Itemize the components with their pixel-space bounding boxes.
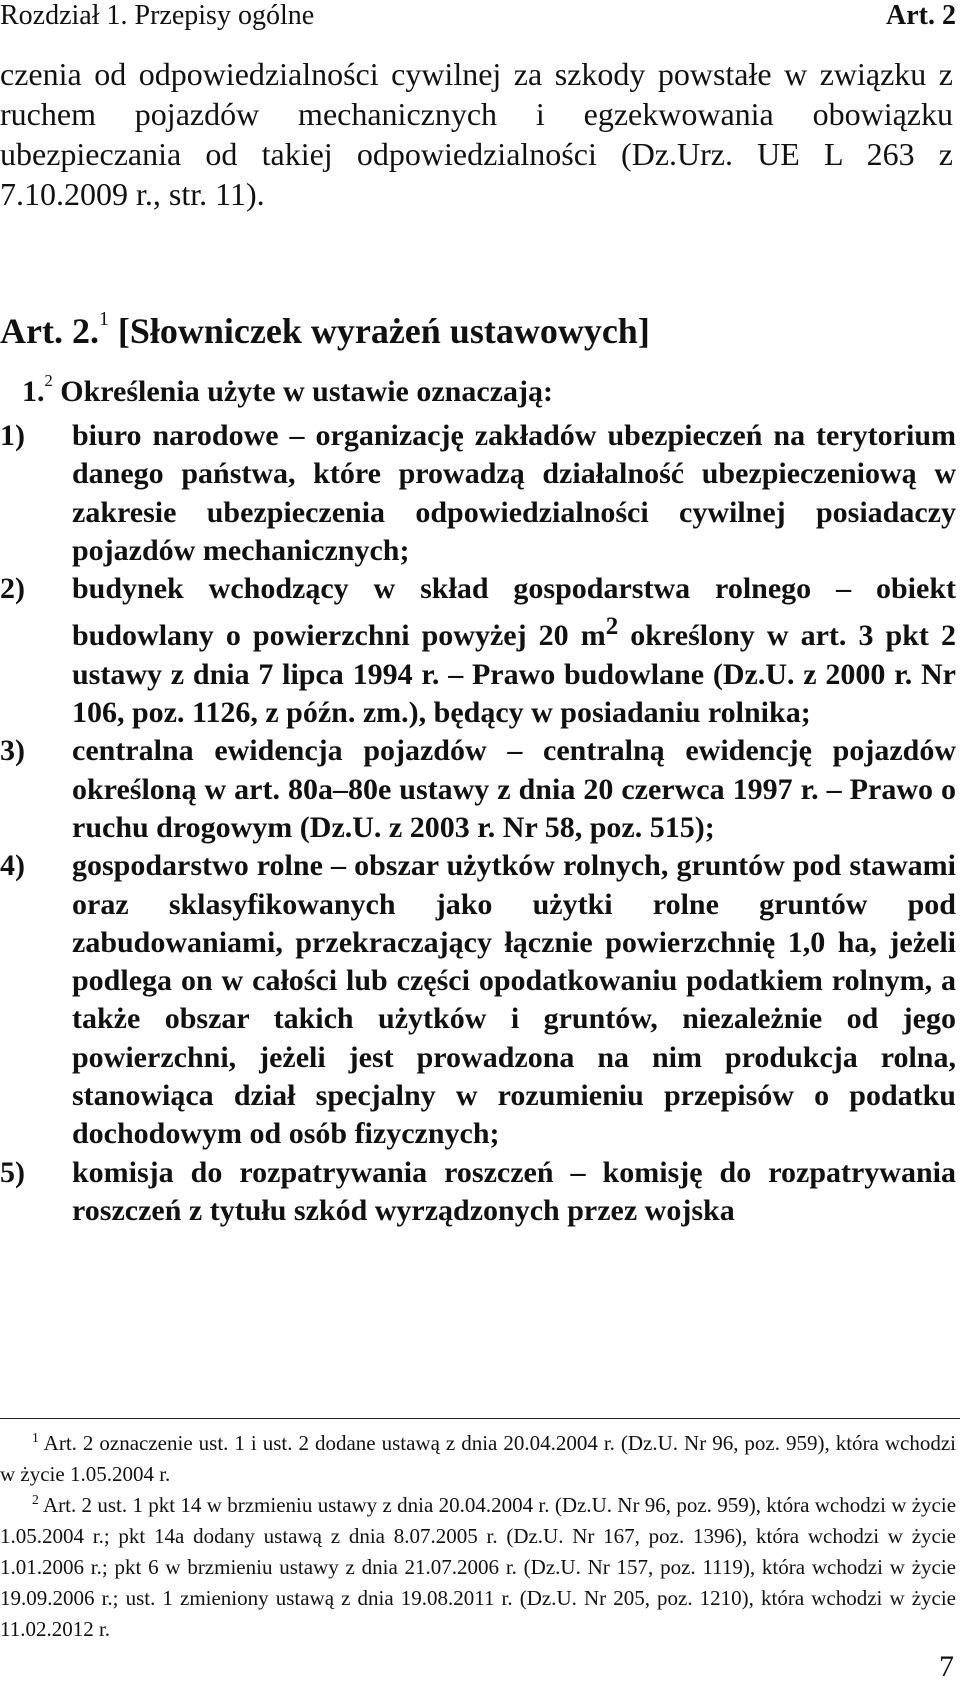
article-number: Art. 2. xyxy=(0,311,99,351)
article-heading xyxy=(0,310,650,352)
item-text-before: budynek wchodzący w skład gospodarstwa rolnego – obiekt budowlany o powierzchni powyżej 20 m xyxy=(72,572,956,653)
item-text: gospodarstwo rolne – obszar użytków rolnych, gruntów pod stawami oraz sklasyfikowanych jako użytki rolne gruntów pod zabudowaniami, przekraczający łącznie powierzchnię 1,0 ha, jeżeli podlega on w całości lub części opodatkowaniu podatkiem rolnym, a także obszar takich użytków i gruntów, niezależnie od jego powierzchni, jeżeli jest prowadzona na nim produkcja rolna, stanowiąca dział specjalny w rozumieniu przepisów o podatku dochodowym od osób fizycznych; xyxy=(72,849,956,1151)
page-number: 7 xyxy=(939,1650,954,1683)
item-text: centralna ewidencja pojazdów – centralną ewidencję pojazdów określoną w art. 80a–80e ustawy z dnia 20 czerwca 1997 r. – Prawo o ruchu drogowym (Dz.U. z 2003 r. Nr 58, poz. 515); xyxy=(72,734,956,844)
footnote-ref-2: 2 xyxy=(44,371,53,391)
list-item xyxy=(0,732,956,847)
item-text-after: określony w art. 3 pkt 2 ustawy z dnia 7 lipca 1994 r. – Prawo budowlane (Dz.U. z 2000 r. Nr 106, poz. 1126, z późn. zm.), będący w posiadaniu rolnika; xyxy=(72,619,956,730)
item-text: komisja do rozpatrywania roszczeń – komisję do rozpatrywania roszczeń z tytułu szkód wyrządzonych przez wojska xyxy=(72,1155,956,1227)
list-item xyxy=(0,570,956,732)
paragraph-intro-text: Określenia użyte w ustawie oznaczają: xyxy=(60,375,553,408)
list-item xyxy=(0,847,956,1153)
item-text: biuro narodowe – organizację zakładów ubezpieczeń na terytorium danego państwa, które prowadzą działalność ubezpieczeniową w zakresie ubezpieczenia odpowiedzialności cywilnej posiadaczy pojazdów mechanicznych; xyxy=(72,419,956,567)
footnote-mark: 1 xyxy=(32,1429,39,1445)
definitions-list xyxy=(0,417,956,1230)
footnotes xyxy=(0,1428,956,1645)
chapter-title: Rozdział 1. Przepisy ogólne xyxy=(0,0,315,31)
footnote-text: Art. 2 oznaczenie ust. 1 i ust. 2 dodane ustawą z dnia 20.04.2004 r. (Dz.U. Nr 96, poz. 959), która wchodzi w życie 1.05.2004 r. xyxy=(0,1431,957,1486)
running-header xyxy=(0,0,960,34)
footnote-2 xyxy=(0,1490,956,1645)
continuation-paragraph: czenia od odpowiedzialności cywilnej za szkody powstałe w związku z ruchem pojazdów mechanicznych i egzekwowania obowiązku ubezpieczania od takiej odpowiedzialności (Dz.Urz. UE L 263 z 7.10.2009 r., str. 11). xyxy=(0,56,953,212)
paragraph-intro xyxy=(22,371,553,409)
footnote-1 xyxy=(0,1428,956,1490)
square-meter-superscript: 2 xyxy=(605,613,619,641)
item-number: 2) xyxy=(0,572,25,606)
article-title: [Słowniczek wyrażeń ustawowych] xyxy=(117,311,650,351)
paragraph-number: 1. xyxy=(22,375,45,408)
list-item xyxy=(0,1154,956,1231)
footnote-separator xyxy=(0,1418,960,1419)
item-number: 4) xyxy=(0,849,25,883)
article-marker: Art. 2 xyxy=(886,0,956,31)
item-number: 3) xyxy=(0,734,25,768)
footnote-ref-1: 1 xyxy=(98,308,109,331)
item-number: 1) xyxy=(0,419,25,452)
list-item xyxy=(0,417,956,570)
footnote-text: Art. 2 ust. 1 pkt 14 w brzmieniu ustawy z dnia 20.04.2004 r. (Dz.U. Nr 96, poz. 959), która wchodzi w życie 1.05.2004 r.; pkt 14a dodany ustawą z dnia 8.07.2005 r. (Dz.U. Nr 167, poz. 1396), która wchodzi w życie 1.01.2006 r.; pkt 6 w brzmieniu ustawy z dnia 21.07.2006 r. (Dz.U. Nr 157, poz. 1119), która wchodzi w życie 19.09.2006 r.; ust. 1 zmieniony ustawą z dnia 19.08.2011 r. (Dz.U. Nr 205, poz. 1210), która wchodzi w życie 11.02.2012 r. xyxy=(0,1493,957,1641)
item-number: 5) xyxy=(0,1155,25,1189)
footnote-mark: 2 xyxy=(32,1491,39,1507)
